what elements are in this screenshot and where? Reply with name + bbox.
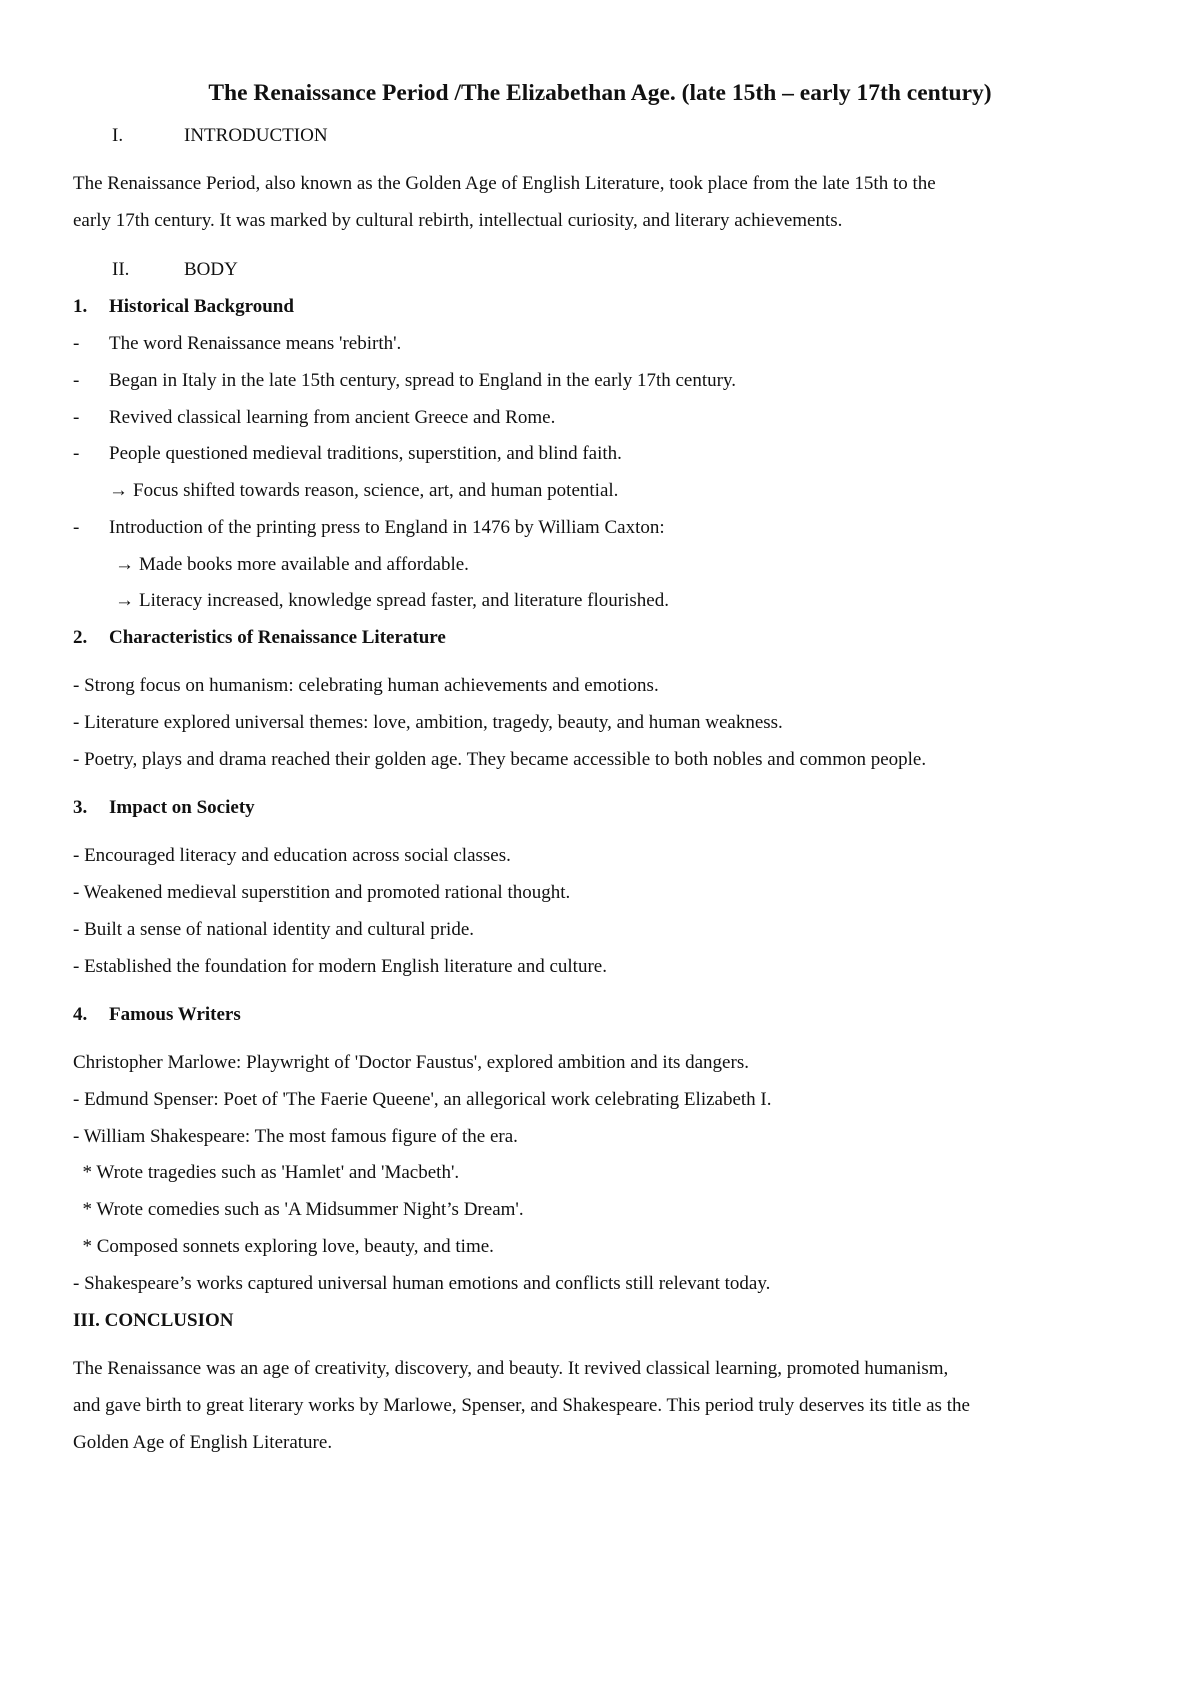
document-title: The Renaissance Period /The Elizabethan Age. (late 15th – early 17th century)	[208, 80, 992, 106]
impact-item-4: - Established the foundation for modern English literature and culture.	[73, 956, 607, 977]
historical-item-5: Introduction of the printing press to England in 1476 by William Caxton:	[109, 517, 665, 538]
list-item	[73, 332, 401, 356]
list-item	[73, 516, 665, 540]
writers-item-3: - William Shakespeare: The most famous figure of the era.	[73, 1126, 518, 1147]
dash-bullet: -	[73, 333, 80, 354]
writers-item-4: * Wrote tragedies such as 'Hamlet' and 'Macbeth'.	[73, 1162, 460, 1183]
list-item	[73, 442, 622, 466]
impact-number: 3.	[73, 797, 88, 818]
characteristics-heading	[73, 626, 446, 650]
dash-bullet: -	[73, 443, 80, 464]
characteristics-number: 2.	[73, 627, 88, 648]
conclusion-line-3: Golden Age of English Literature.	[73, 1432, 333, 1453]
list-subitem	[115, 589, 669, 613]
characteristics-title: Characteristics of Renaissance Literature	[109, 627, 446, 648]
characteristics-item-1: - Strong focus on humanism: celebrating human achievements and emotions.	[73, 675, 659, 696]
historical-subitem-3: Literacy increased, knowledge spread faster, and literature flourished.	[139, 590, 669, 611]
body-heading: BODY	[184, 259, 238, 280]
writers-item-6: * Composed sonnets exploring love, beauty, and time.	[73, 1236, 494, 1257]
historical-number: 1.	[73, 296, 88, 317]
historical-item-4: People questioned medieval traditions, superstition, and blind faith.	[109, 443, 622, 464]
impact-item-2: - Weakened medieval superstition and promoted rational thought.	[73, 882, 571, 903]
writers-item-5: * Wrote comedies such as 'A Midsummer Night’s Dream'.	[73, 1199, 524, 1220]
intro-line-2: early 17th century. It was marked by cultural rebirth, intellectual curiosity, and literary achievements.	[73, 210, 843, 231]
characteristics-item-2: - Literature explored universal themes: love, ambition, tragedy, beauty, and human weakness.	[73, 712, 783, 733]
body-number: II.	[112, 259, 130, 280]
historical-title: Historical Background	[109, 296, 294, 317]
writers-heading	[73, 1003, 241, 1027]
writers-item-7: - Shakespeare’s works captured universal human emotions and conflicts still relevant today.	[73, 1273, 771, 1294]
historical-subitem-1: Focus shifted towards reason, science, art, and human potential.	[133, 480, 619, 501]
arrow-right-icon: →	[109, 480, 128, 501]
historical-item-3: Revived classical learning from ancient Greece and Rome.	[109, 407, 556, 428]
conclusion-line-1: The Renaissance was an age of creativity, discovery, and beauty. It revived classical learning, promoted humanism,	[73, 1358, 949, 1379]
characteristics-item-3: - Poetry, plays and drama reached their golden age. They became accessible to both nobles and common people.	[73, 749, 927, 770]
conclusion-line-2: and gave birth to great literary works by Marlowe, Spenser, and Shakespeare. This period truly deserves its title as the	[73, 1395, 970, 1416]
impact-item-1: - Encouraged literacy and education across social classes.	[73, 845, 511, 866]
writers-title: Famous Writers	[109, 1004, 241, 1025]
intro-line-1: The Renaissance Period, also known as the Golden Age of English Literature, took place from the late 15th to the	[73, 173, 936, 194]
dash-bullet: -	[73, 407, 80, 428]
writers-number: 4.	[73, 1004, 88, 1025]
conclusion-heading: III. CONCLUSION	[73, 1310, 234, 1331]
historical-item-2: Began in Italy in the late 15th century, spread to England in the early 17th century.	[109, 370, 736, 391]
intro-number: I.	[112, 125, 124, 146]
list-subitem	[109, 479, 618, 503]
list-item	[73, 406, 555, 430]
list-subitem	[115, 553, 469, 577]
arrow-right-icon: →	[115, 590, 134, 611]
impact-title: Impact on Society	[109, 797, 255, 818]
dash-bullet: -	[73, 517, 80, 538]
impact-heading	[73, 796, 255, 820]
arrow-right-icon: →	[115, 554, 134, 575]
impact-item-3: - Built a sense of national identity and cultural pride.	[73, 919, 475, 940]
writers-item-1: Christopher Marlowe: Playwright of 'Doctor Faustus', explored ambition and its dangers.	[73, 1052, 749, 1073]
intro-heading: INTRODUCTION	[184, 125, 328, 146]
list-item	[73, 369, 736, 393]
historical-heading	[73, 295, 294, 319]
historical-subitem-2: Made books more available and affordable.	[139, 554, 469, 575]
historical-item-1: The word Renaissance means 'rebirth'.	[109, 333, 402, 354]
writers-item-2: - Edmund Spenser: Poet of 'The Faerie Queene', an allegorical work celebrating Elizabeth I.	[73, 1089, 772, 1110]
dash-bullet: -	[73, 370, 80, 391]
